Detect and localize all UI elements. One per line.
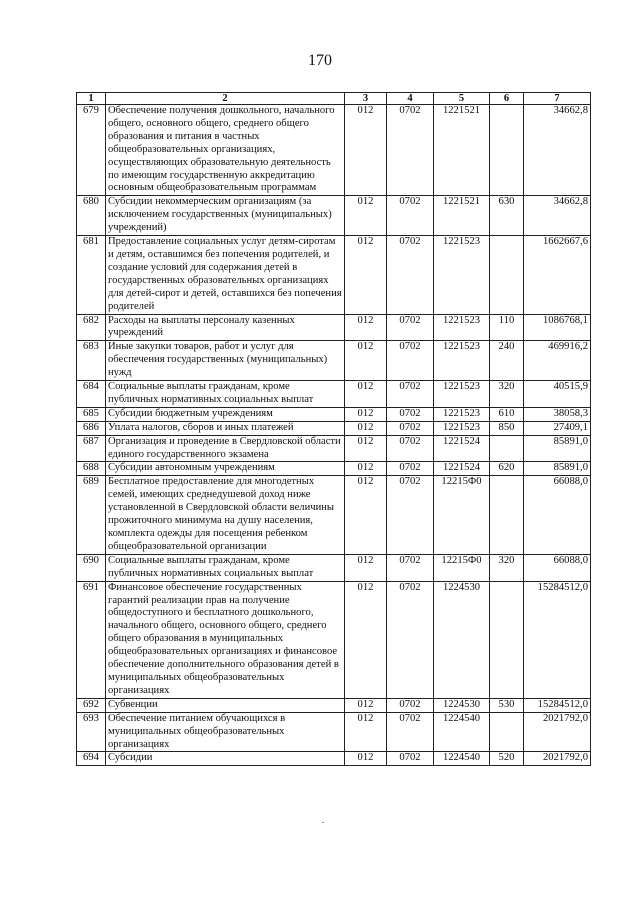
cell-c3: 012: [345, 462, 387, 476]
cell-c4: 0702: [387, 236, 434, 314]
cell-c3: 012: [345, 407, 387, 421]
cell-c7: 1086768,1: [524, 314, 591, 341]
cell-c3: 012: [345, 581, 387, 698]
cell-name: Организация и проведение в Свердловской области единого государственного экзамена: [106, 435, 345, 462]
cell-c3: 012: [345, 314, 387, 341]
cell-c7: 1662667,6: [524, 236, 591, 314]
cell-c5: 1224530: [434, 698, 490, 712]
cell-name: Расходы на выплаты персоналу казенных учреждений: [106, 314, 345, 341]
cell-name: Бесплатное предоставление для многодетных семей, имеющих среднедушевой доход ниже установленной в Свердловской области величины прожиточного минимума на душу населения, комплекта одежды для посещения ребенком общеобразовательной организации: [106, 476, 345, 554]
cell-c7: 2021792,0: [524, 752, 591, 766]
cell-c3: 012: [345, 381, 387, 408]
cell-name: Субвенции: [106, 698, 345, 712]
cell-c5: 12215Ф0: [434, 476, 490, 554]
cell-c6: [490, 236, 524, 314]
cell-c7: 15284512,0: [524, 698, 591, 712]
header-col-4: 4: [387, 93, 434, 105]
cell-c7: 2021792,0: [524, 712, 591, 752]
cell-c5: 1224540: [434, 752, 490, 766]
header-col-7: 7: [524, 93, 591, 105]
cell-c7: 66088,0: [524, 554, 591, 581]
cell-c6: 630: [490, 196, 524, 236]
cell-c3: 012: [345, 554, 387, 581]
cell-c5: 1221523: [434, 407, 490, 421]
table-row: [77, 105, 591, 196]
cell-name: Уплата налогов, сборов и иных платежей: [106, 421, 345, 435]
cell-c6: [490, 105, 524, 196]
cell-n: 692: [77, 698, 106, 712]
cell-c4: 0702: [387, 712, 434, 752]
cell-name: Социальные выплаты гражданам, кроме публичных нормативных социальных выплат: [106, 554, 345, 581]
table-row: [77, 196, 591, 236]
cell-n: 682: [77, 314, 106, 341]
cell-c7: 85891,0: [524, 462, 591, 476]
header-col-5: 5: [434, 93, 490, 105]
table-row: [77, 554, 591, 581]
cell-c3: 012: [345, 698, 387, 712]
cell-c6: 110: [490, 314, 524, 341]
cell-c3: 012: [345, 476, 387, 554]
cell-c6: 610: [490, 407, 524, 421]
table-row: [77, 421, 591, 435]
cell-c7: 27409,1: [524, 421, 591, 435]
header-col-6: 6: [490, 93, 524, 105]
header-col-1: 1: [77, 93, 106, 105]
cell-n: 689: [77, 476, 106, 554]
cell-c3: 012: [345, 341, 387, 381]
cell-name: Финансовое обеспечение государственных гарантий реализации прав на получение общедоступного и бесплатного дошкольного, начального общего, основного общего, среднего общего образования в муниципальных общеобразовательных организациях и финансовое обеспечение дополнительного образования детей в муниципальных общеобразовательных организациях: [106, 581, 345, 698]
cell-c4: 0702: [387, 105, 434, 196]
cell-c6: [490, 435, 524, 462]
cell-c7: 34662,8: [524, 196, 591, 236]
cell-c3: 012: [345, 196, 387, 236]
cell-c4: 0702: [387, 698, 434, 712]
table-row: [77, 712, 591, 752]
cell-c4: 0702: [387, 554, 434, 581]
cell-c4: 0702: [387, 314, 434, 341]
cell-c7: 40515,9: [524, 381, 591, 408]
cell-n: 685: [77, 407, 106, 421]
cell-c7: 85891,0: [524, 435, 591, 462]
cell-c3: 012: [345, 435, 387, 462]
cell-n: 686: [77, 421, 106, 435]
cell-c5: 1221521: [434, 196, 490, 236]
table-row: [77, 236, 591, 314]
cell-n: 690: [77, 554, 106, 581]
cell-c6: 320: [490, 381, 524, 408]
cell-c4: 0702: [387, 462, 434, 476]
cell-c6: 520: [490, 752, 524, 766]
budget-table: [76, 92, 591, 766]
cell-c6: 320: [490, 554, 524, 581]
cell-c5: 1221523: [434, 314, 490, 341]
cell-c5: 1221524: [434, 435, 490, 462]
table-row: [77, 476, 591, 554]
cell-name: Предоставление социальных услуг детям-сиротам и детям, оставшимся без попечения родителей, и создание условий для содержания детей в государственных образовательных организациях для детей-сирот и детей, оставшихся без попечения родителей: [106, 236, 345, 314]
cell-c5: 1224530: [434, 581, 490, 698]
cell-c5: 1221523: [434, 421, 490, 435]
header-col-2: 2: [106, 93, 345, 105]
cell-c4: 0702: [387, 752, 434, 766]
table-row: [77, 341, 591, 381]
cell-c3: 012: [345, 752, 387, 766]
cell-name: Субсидии: [106, 752, 345, 766]
cell-n: 679: [77, 105, 106, 196]
table-row: [77, 698, 591, 712]
table-row: [77, 581, 591, 698]
cell-c5: 1221521: [434, 105, 490, 196]
cell-n: 694: [77, 752, 106, 766]
cell-c3: 012: [345, 236, 387, 314]
cell-c7: 66088,0: [524, 476, 591, 554]
cell-c4: 0702: [387, 581, 434, 698]
cell-n: 684: [77, 381, 106, 408]
page-number: 170: [308, 52, 332, 69]
cell-name: Обеспечение питанием обучающихся в муниципальных общеобразовательных организациях: [106, 712, 345, 752]
cell-name: Субсидии бюджетным учреждениям: [106, 407, 345, 421]
cell-name: Субсидии автономным учреждениям: [106, 462, 345, 476]
table-row: [77, 407, 591, 421]
table-row: [77, 752, 591, 766]
cell-c7: 15284512,0: [524, 581, 591, 698]
cell-c5: 1224540: [434, 712, 490, 752]
cell-c5: 12215Ф0: [434, 554, 490, 581]
cell-c4: 0702: [387, 476, 434, 554]
table-body: [77, 105, 591, 766]
cell-n: 680: [77, 196, 106, 236]
cell-name: Иные закупки товаров, работ и услуг для обеспечения государственных (муниципальных) нужд: [106, 341, 345, 381]
table-row: [77, 381, 591, 408]
cell-n: 691: [77, 581, 106, 698]
cell-c6: [490, 712, 524, 752]
scan-speck: [322, 822, 324, 823]
cell-c4: 0702: [387, 381, 434, 408]
table-header-row: [77, 93, 591, 105]
cell-c6: 850: [490, 421, 524, 435]
cell-n: 693: [77, 712, 106, 752]
header-col-3: 3: [345, 93, 387, 105]
cell-n: 687: [77, 435, 106, 462]
cell-c4: 0702: [387, 196, 434, 236]
cell-c5: 1221523: [434, 381, 490, 408]
cell-c4: 0702: [387, 407, 434, 421]
cell-c4: 0702: [387, 421, 434, 435]
cell-c6: 530: [490, 698, 524, 712]
cell-c7: 38058,3: [524, 407, 591, 421]
cell-c3: 012: [345, 421, 387, 435]
cell-c5: 1221523: [434, 341, 490, 381]
cell-c5: 1221524: [434, 462, 490, 476]
cell-name: Обеспечение получения дошкольного, начального общего, основного общего, среднего общего образования и питания в частных общеобразовательных организациях, осуществляющих образовательную деятельность по имеющим государственную аккредитацию основным общеобразовательным программам: [106, 105, 345, 196]
cell-n: 683: [77, 341, 106, 381]
cell-c7: 469916,2: [524, 341, 591, 381]
table-row: [77, 462, 591, 476]
cell-c7: 34662,8: [524, 105, 591, 196]
cell-c6: [490, 476, 524, 554]
cell-c6: 240: [490, 341, 524, 381]
cell-name: Субсидии некоммерческим организациям (за исключением государственных (муниципальных) учреждений): [106, 196, 345, 236]
cell-n: 681: [77, 236, 106, 314]
cell-c6: 620: [490, 462, 524, 476]
cell-c5: 1221523: [434, 236, 490, 314]
table-row: [77, 314, 591, 341]
cell-c6: [490, 581, 524, 698]
cell-c3: 012: [345, 712, 387, 752]
cell-c3: 012: [345, 105, 387, 196]
cell-n: 688: [77, 462, 106, 476]
cell-c4: 0702: [387, 435, 434, 462]
table-row: [77, 435, 591, 462]
cell-c4: 0702: [387, 341, 434, 381]
cell-name: Социальные выплаты гражданам, кроме публичных нормативных социальных выплат: [106, 381, 345, 408]
